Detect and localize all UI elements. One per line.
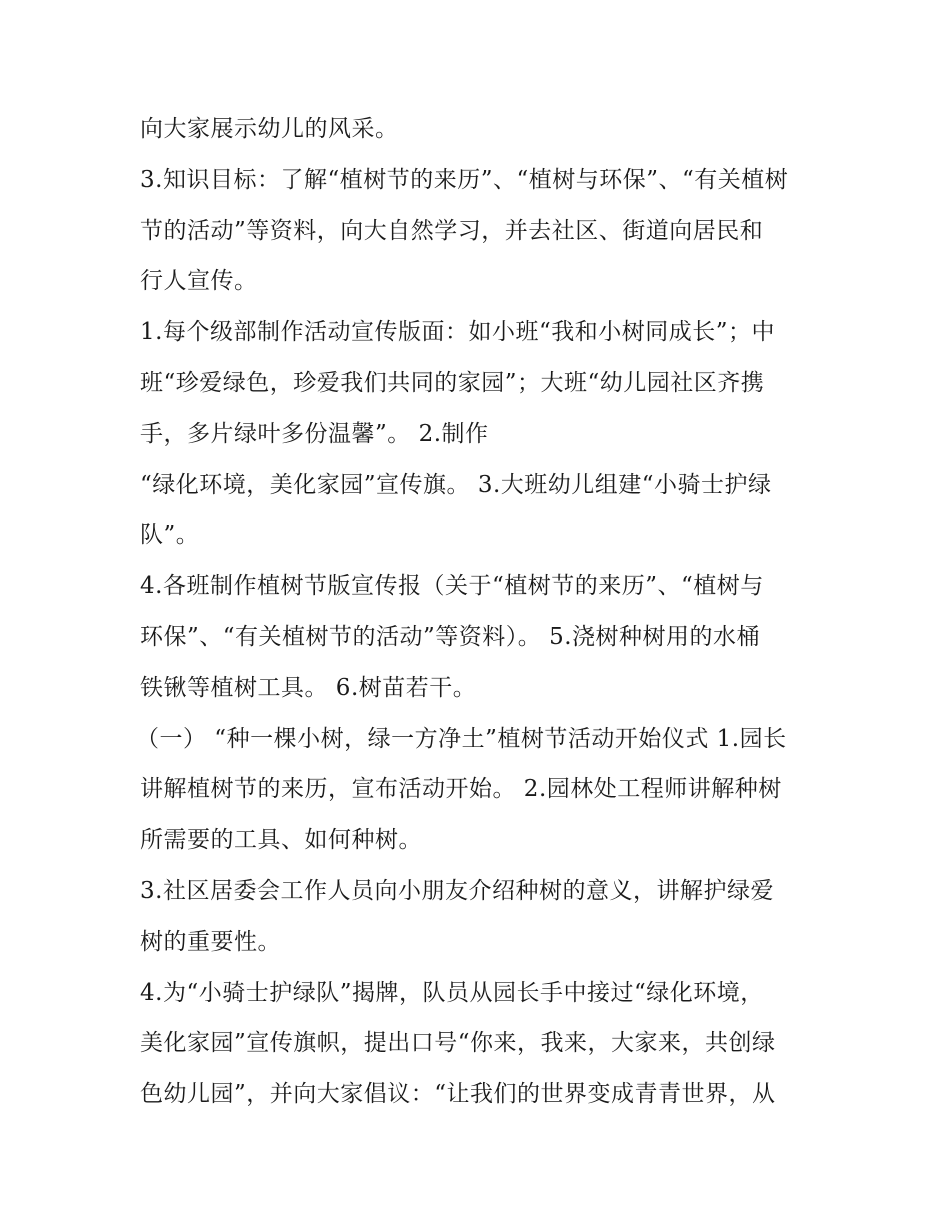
text-line: （一） “种一棵小树，绿一方净土”植树节活动开始仪式 1.园长 [136, 725, 787, 752]
text-line: 铁锹等植树工具。 6.树苗若干。 [140, 674, 477, 701]
text-line: 3.社区居委会工作人员向小朋友介绍种树的意义，讲解护绿爱 [140, 877, 774, 904]
text-line: 美化家园”宣传旗帜，提出口号“你来，我来，大家来，共创绿 [140, 1030, 776, 1057]
text-line: 班“珍爱绿色，珍爱我们共同的家园”；大班“幼儿园社区齐携 [140, 369, 765, 396]
text-line: “绿化环境，美化家园”宣传旗。 3.大班幼儿组建“小骑士护绿 [140, 471, 772, 498]
text-line: 讲解植树节的来历，宣布活动开始。 2.园林处工程师讲解种树 [140, 776, 782, 803]
text-line: 4.为“小骑士护绿队”揭牌，队员从园长手中接过“绿化环境， [140, 979, 764, 1006]
text-line: 队”。 [140, 522, 200, 549]
text-line: 环保”、“有关植树节的活动”等资料）。 5.浇树种树用的水桶 [140, 623, 761, 650]
text-line: 手，多片绿叶多份温馨”。 2.制作 [140, 420, 489, 447]
text-line: 色幼儿园”，并向大家倡议：“让我们的世界变成青青世界，从 [140, 1081, 776, 1108]
text-line: 1.每个级部制作活动宣传版面：如小班“我和小树同成长”；中 [140, 319, 775, 346]
text-line: 向大家展示幼儿的风采。 [140, 116, 399, 142]
text-line: 树的重要性。 [140, 928, 281, 955]
text-line: 3.知识目标：了解“植树节的来历”、“植树与环保”、“有关植树 [140, 166, 789, 193]
document-body [136, 104, 820, 1120]
text-line: 行人宣传。 [140, 268, 258, 295]
text-line: 节的活动”等资料，向大自然学习，并去社区、街道向居民和 [140, 217, 764, 244]
text-line: 4.各班制作植树节版宣传报（关于“植树节的来历”、“植树与 [140, 573, 764, 600]
text-line: 所需要的工具、如何种树。 [140, 827, 422, 854]
